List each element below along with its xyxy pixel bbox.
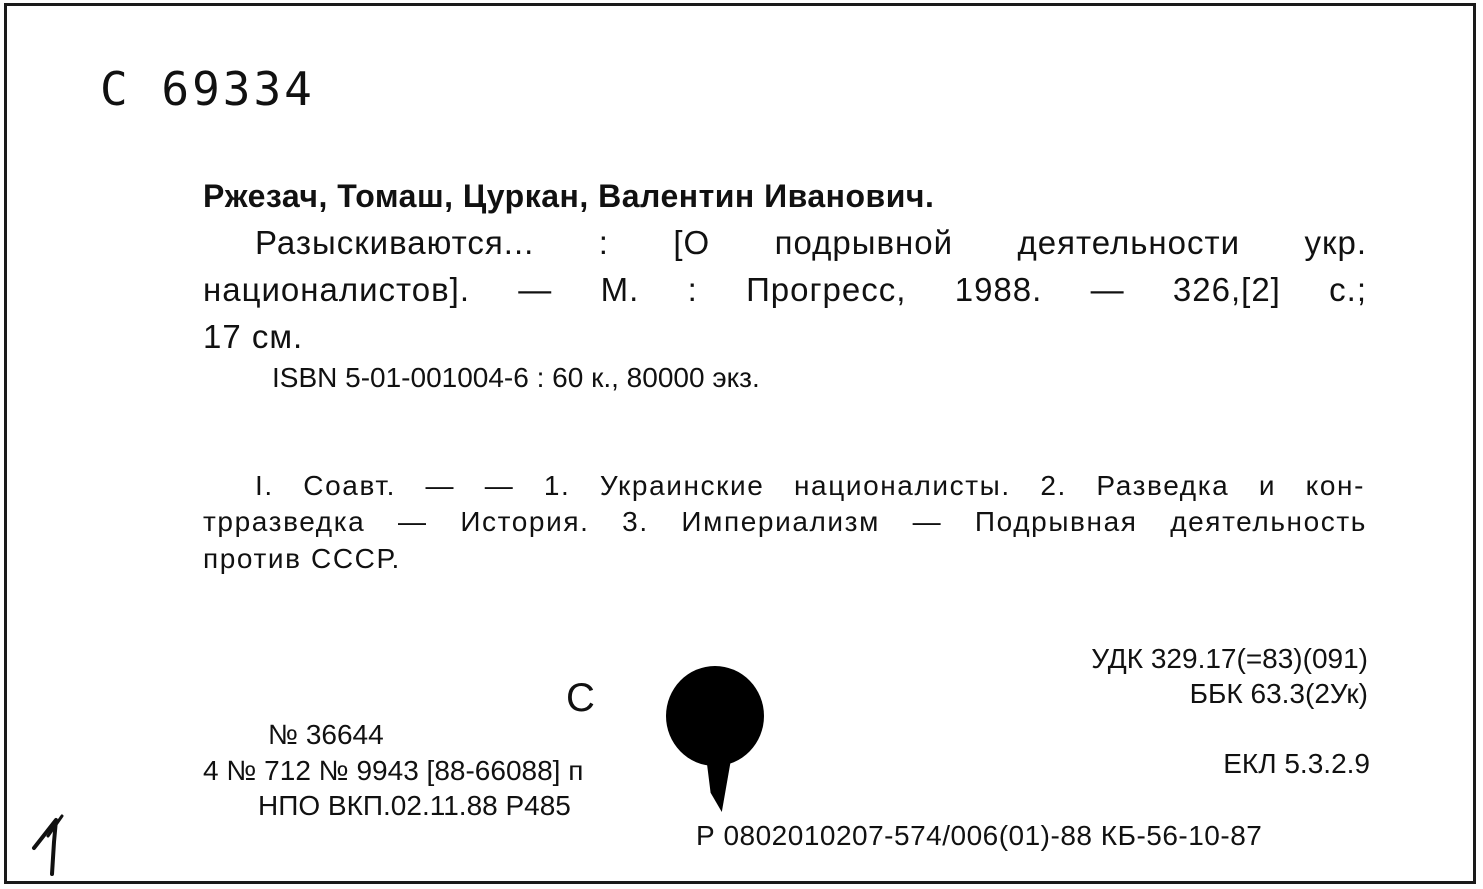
handwritten-mark <box>30 812 80 882</box>
ekl-code: ЕКЛ 5.3.2.9 <box>1223 748 1370 779</box>
order-line: 4 № 712 № 9943 [88-66088] п <box>203 755 584 786</box>
bbk-code: ББК 63.3(2Ук) <box>1189 678 1368 709</box>
title-line-1: Разыскиваются... : [О подрывной деятельности укр. <box>255 224 1367 261</box>
author-line: Ржезач, Томаш, Цуркан, Валентин Иванович. <box>203 178 935 214</box>
subject-line-3: против СССР. <box>203 543 401 574</box>
npo-line: НПО ВКП.02.11.88 Р485 <box>258 790 571 821</box>
code-line: Р 0802010207-574/006(01)-88 КБ-56-10-87 <box>696 820 1263 851</box>
subject-line-2: трразведка — История. 3. Империализм — Подрывная деятельность <box>203 506 1367 537</box>
isbn-line: ISBN 5-01-001004-6 : 60 к., 80000 экз. <box>272 362 760 393</box>
catalog-number: С 69334 <box>100 62 315 116</box>
accession-number: № 36644 <box>268 719 384 750</box>
udk-code: УДК 329.17(=83)(091) <box>1091 643 1368 674</box>
letter-c: С <box>566 676 595 720</box>
subject-line-1: I. Соавт. — — 1. Украинские националисты. 2. Разведка и кон- <box>255 470 1365 501</box>
title-line-2: националистов]. — М. : Прогресс, 1988. — 326,[2] с.; <box>203 271 1367 308</box>
title-line-3: 17 см. <box>203 318 304 355</box>
